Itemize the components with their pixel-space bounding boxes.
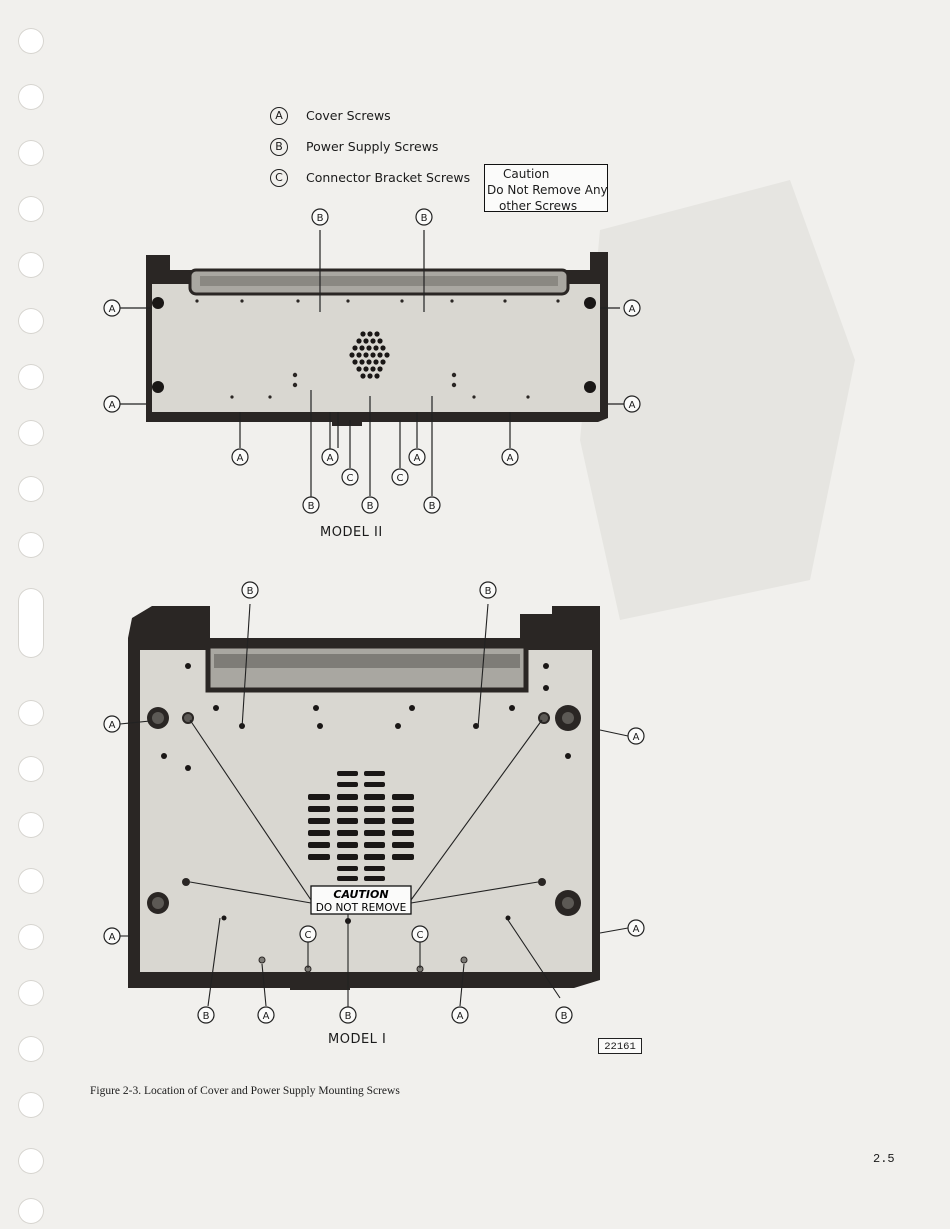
- binder-hole: [18, 420, 44, 446]
- binder-hole: [18, 140, 44, 166]
- caution-line: other Screws: [499, 199, 578, 213]
- binder-hole: [18, 1198, 44, 1224]
- figure-number-box: 22161: [598, 1038, 642, 1054]
- svg-text:B: B: [316, 213, 324, 224]
- binder-hole: [18, 308, 44, 334]
- callout-a-icon: [258, 1007, 274, 1023]
- svg-text:A: A: [506, 453, 514, 464]
- svg-text:A: A: [262, 1011, 270, 1022]
- svg-text:A: A: [108, 400, 116, 411]
- caution-line: Do Not Remove Any: [487, 183, 608, 197]
- callout-c-icon: [392, 469, 408, 485]
- svg-text:B: B: [202, 1011, 210, 1022]
- callout-b-icon: [312, 209, 328, 225]
- binder-hole: [18, 28, 44, 54]
- caution-title: Caution: [503, 167, 550, 181]
- binder-hole: [18, 84, 44, 110]
- svg-text:A: A: [632, 924, 640, 935]
- binder-hole: [18, 252, 44, 278]
- binder-hole: [18, 1092, 44, 1118]
- binder-hole: [18, 700, 44, 726]
- legend-item-cover-screws: [270, 100, 470, 131]
- figure-caption: Figure 2-3. Location of Cover and Power Supply Mounting Screws: [90, 1085, 400, 1097]
- caution-label-title: CAUTION: [333, 888, 389, 901]
- svg-text:C: C: [346, 473, 354, 484]
- callout-a-icon: [502, 449, 518, 465]
- svg-text:A: A: [108, 720, 116, 731]
- legend-item-label: Power Supply Screws: [306, 139, 439, 154]
- callout-a-icon: [104, 300, 120, 316]
- caution-label-text: DO NOT REMOVE: [315, 902, 407, 914]
- callout-a-icon: A: [270, 107, 288, 125]
- svg-text:A: A: [413, 453, 421, 464]
- legend-item-label: Cover Screws: [306, 108, 391, 123]
- callout-b-icon: [416, 209, 432, 225]
- binder-hole: [18, 196, 44, 222]
- callout-c-icon: [412, 926, 428, 942]
- callout-a-icon: [452, 1007, 468, 1023]
- callout-a-icon: [104, 396, 120, 412]
- legend-item-connector-bracket-screws: [270, 162, 470, 193]
- binder-hole: [18, 364, 44, 390]
- callout-a-icon: [409, 449, 425, 465]
- model-i-label: MODEL I: [328, 1032, 387, 1047]
- svg-text:B: B: [560, 1011, 568, 1022]
- callout-a-icon: [628, 728, 644, 744]
- callout-a-icon: [232, 449, 248, 465]
- binder-hole: [18, 476, 44, 502]
- legend-item-power-supply-screws: [270, 131, 470, 162]
- callout-a-icon: [628, 920, 644, 936]
- svg-text:A: A: [326, 453, 334, 464]
- binder-hole: [18, 868, 44, 894]
- svg-text:B: B: [246, 586, 254, 597]
- svg-text:C: C: [304, 930, 312, 941]
- callout-a-icon: [624, 300, 640, 316]
- svg-text:A: A: [108, 932, 116, 943]
- svg-text:A: A: [628, 400, 636, 411]
- binder-hole: [18, 1148, 44, 1174]
- callout-b-icon: [362, 497, 378, 513]
- callout-b-icon: [424, 497, 440, 513]
- svg-text:B: B: [428, 501, 436, 512]
- callout-b-icon: [480, 582, 496, 598]
- binder-hole: [18, 1036, 44, 1062]
- binder-hole: [18, 756, 44, 782]
- svg-text:B: B: [484, 586, 492, 597]
- callout-b-icon: [340, 1007, 356, 1023]
- screw-legend: [270, 100, 470, 193]
- svg-text:B: B: [344, 1011, 352, 1022]
- model-i-callouts: [80, 578, 680, 1028]
- callout-b-icon: [556, 1007, 572, 1023]
- binder-hole: [18, 980, 44, 1006]
- callout-c-icon: [300, 926, 316, 942]
- page-number: 2.5: [873, 1152, 895, 1166]
- svg-text:A: A: [628, 304, 636, 315]
- binder-slot: [18, 588, 44, 658]
- binder-hole: [18, 924, 44, 950]
- callout-a-icon: [104, 716, 120, 732]
- binder-hole: [18, 532, 44, 558]
- svg-text:C: C: [396, 473, 404, 484]
- model-ii-callouts: [80, 200, 680, 520]
- callout-a-icon: [322, 449, 338, 465]
- svg-text:A: A: [456, 1011, 464, 1022]
- callout-b-icon: [303, 497, 319, 513]
- callout-b-icon: [198, 1007, 214, 1023]
- callout-a-icon: [624, 396, 640, 412]
- model-ii-label: MODEL II: [320, 525, 383, 540]
- svg-text:A: A: [108, 304, 116, 315]
- svg-text:C: C: [416, 930, 424, 941]
- svg-text:A: A: [236, 453, 244, 464]
- binder-hole: [18, 812, 44, 838]
- svg-text:A: A: [632, 732, 640, 743]
- callout-c-icon: [342, 469, 358, 485]
- svg-text:B: B: [420, 213, 428, 224]
- callout-b-icon: [242, 582, 258, 598]
- legend-item-label: Connector Bracket Screws: [306, 170, 471, 185]
- callout-a-icon: [104, 928, 120, 944]
- svg-text:B: B: [366, 501, 374, 512]
- svg-text:B: B: [307, 501, 315, 512]
- callout-c-icon: C: [270, 169, 288, 187]
- callout-b-icon: B: [270, 138, 288, 156]
